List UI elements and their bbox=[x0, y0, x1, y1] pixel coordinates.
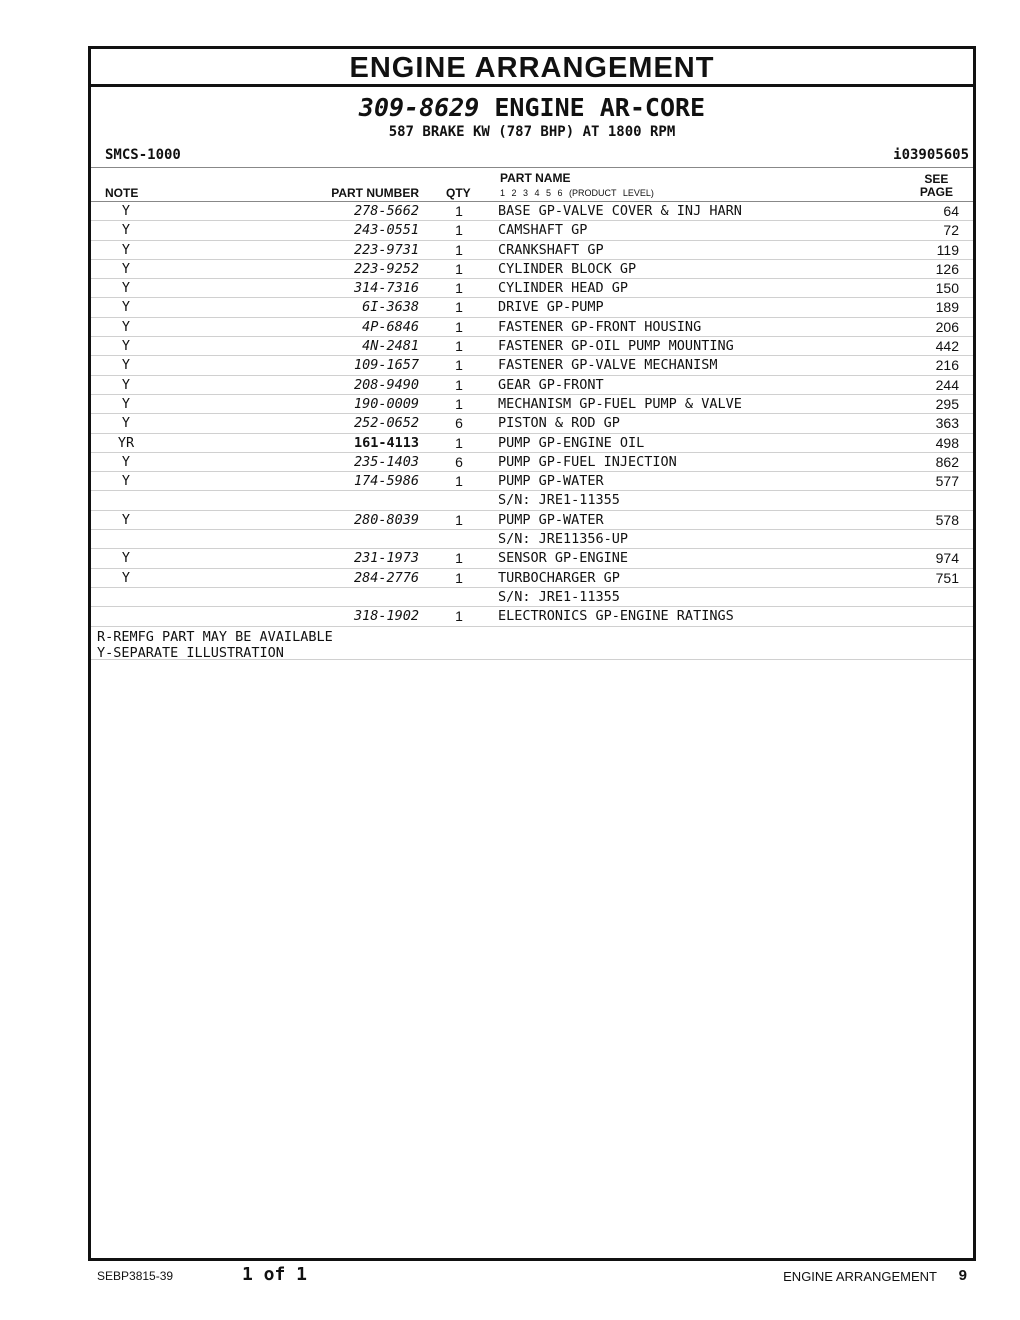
header-part-number: PART NUMBER bbox=[331, 186, 419, 200]
qty-cell: 1 bbox=[455, 357, 463, 374]
part-name-cell: CRANKSHAFT GP bbox=[498, 241, 604, 258]
part-number-cell: 318-1902 bbox=[353, 608, 419, 625]
table-row bbox=[91, 491, 973, 510]
see-page-cell: 150 bbox=[935, 280, 959, 297]
footer-page-of: 1 of 1 bbox=[242, 1264, 308, 1285]
part-name-cell: PUMP GP-ENGINE OIL bbox=[498, 434, 645, 451]
header-part-name: PART NAME bbox=[500, 171, 571, 185]
part-number-cell: 109-1657 bbox=[353, 357, 419, 374]
qty-cell: 1 bbox=[455, 260, 463, 277]
qty-cell: 6 bbox=[455, 415, 463, 432]
qty-cell: 1 bbox=[455, 395, 463, 412]
see-page-cell: 295 bbox=[935, 395, 959, 412]
table-row bbox=[91, 337, 973, 356]
table-row bbox=[91, 453, 973, 472]
note-cell: Y bbox=[121, 357, 131, 374]
part-name-cell: FASTENER GP-FRONT HOUSING bbox=[498, 318, 702, 335]
see-page-cell: 578 bbox=[935, 511, 959, 528]
footer-page-number: 9 bbox=[958, 1267, 967, 1284]
see-page-cell: 862 bbox=[935, 453, 959, 470]
qty-cell: 1 bbox=[455, 338, 463, 355]
table-row bbox=[91, 395, 973, 414]
group-line bbox=[91, 93, 973, 123]
qty-cell: 1 bbox=[455, 203, 463, 219]
part-name-cell: FASTENER GP-OIL PUMP MOUNTING bbox=[498, 338, 734, 355]
group-name: ENGINE AR-CORE bbox=[494, 93, 706, 122]
qty-cell: 1 bbox=[455, 376, 463, 393]
part-number-cell: 231-1973 bbox=[353, 550, 419, 567]
part-number-cell: 235-1403 bbox=[353, 453, 419, 470]
see-page-cell: 577 bbox=[935, 473, 959, 490]
note-cell: Y bbox=[121, 280, 131, 297]
qty-cell: 1 bbox=[455, 608, 463, 625]
table-row bbox=[91, 356, 973, 375]
part-name-cell: ELECTRONICS GP-ENGINE RATINGS bbox=[498, 608, 734, 625]
see-page-cell: 206 bbox=[935, 318, 959, 335]
table-row bbox=[91, 202, 973, 221]
table-row bbox=[91, 434, 973, 453]
part-number-cell: 4P-6846 bbox=[362, 318, 419, 335]
part-name-cell: PISTON & ROD GP bbox=[498, 415, 620, 432]
part-name-cell: CYLINDER BLOCK GP bbox=[498, 260, 637, 277]
qty-cell: 1 bbox=[455, 434, 463, 451]
header-page: PAGE bbox=[919, 185, 953, 199]
part-name-cell: DRIVE GP-PUMP bbox=[498, 299, 604, 316]
note-cell: Y bbox=[121, 569, 131, 586]
note-cell: Y bbox=[121, 222, 131, 239]
qty-cell: 6 bbox=[455, 453, 463, 470]
part-name-cell: MECHANISM GP-FUEL PUMP & VALVE bbox=[498, 395, 742, 412]
see-page-cell: 64 bbox=[943, 203, 959, 219]
note-cell: Y bbox=[121, 415, 131, 432]
see-page-cell: 363 bbox=[935, 415, 959, 432]
table-row bbox=[91, 376, 973, 395]
part-number-cell: 243-0551 bbox=[353, 222, 419, 239]
part-number-cell: 278-5662 bbox=[353, 203, 419, 219]
part-name-cell: PUMP GP-WATER bbox=[498, 473, 604, 490]
part-name-cell: PUMP GP-FUEL INJECTION bbox=[498, 453, 677, 470]
part-number-cell: 190-0009 bbox=[353, 395, 419, 412]
footer-doc-id: SEBP3815-39 bbox=[97, 1269, 174, 1283]
part-name-cell: PUMP GP-WATER bbox=[498, 511, 604, 528]
see-page-cell: 498 bbox=[935, 434, 959, 451]
parts-table bbox=[91, 202, 973, 627]
part-number-cell: 252-0652 bbox=[353, 415, 419, 432]
legend-line-1: R-REMFG PART MAY BE AVAILABLE bbox=[97, 628, 333, 645]
table-row bbox=[91, 530, 973, 549]
part-name-cell: SENSOR GP-ENGINE bbox=[498, 550, 629, 567]
table-row bbox=[91, 318, 973, 337]
note-cell: Y bbox=[121, 453, 131, 470]
page-frame bbox=[88, 46, 976, 1261]
header-see-page bbox=[920, 173, 953, 199]
note-cell: Y bbox=[121, 473, 131, 490]
see-page-cell: 216 bbox=[935, 357, 959, 374]
qty-cell: 1 bbox=[455, 241, 463, 258]
table-row bbox=[91, 472, 973, 491]
part-number-cell: 314-7316 bbox=[353, 280, 419, 297]
smcs-row bbox=[91, 145, 973, 168]
table-row bbox=[91, 569, 973, 588]
qty-cell: 1 bbox=[455, 318, 463, 335]
see-page-cell: 119 bbox=[936, 241, 959, 258]
smcs-code: SMCS-1000 bbox=[105, 147, 181, 163]
qty-cell: 1 bbox=[455, 569, 463, 586]
table-row bbox=[91, 607, 973, 626]
table-row bbox=[91, 241, 973, 260]
see-page-cell: 974 bbox=[935, 550, 959, 567]
part-name-cell: FASTENER GP-VALVE MECHANISM bbox=[498, 357, 718, 374]
part-name-cell: CYLINDER HEAD GP bbox=[498, 280, 629, 297]
footer-section: ENGINE ARRANGEMENT bbox=[783, 1269, 937, 1284]
qty-cell: 1 bbox=[455, 299, 463, 316]
part-name-cell: CAMSHAFT GP bbox=[498, 222, 588, 239]
part-name-cell: GEAR GP-FRONT bbox=[498, 376, 604, 393]
note-cell: Y bbox=[121, 299, 131, 316]
qty-cell: 1 bbox=[455, 550, 463, 567]
part-name-cell: BASE GP-VALVE COVER & INJ HARN bbox=[498, 203, 742, 219]
see-page-cell: 244 bbox=[935, 376, 959, 393]
column-headers bbox=[91, 168, 973, 202]
table-row bbox=[91, 588, 973, 607]
group-number: 309-8629 bbox=[358, 93, 480, 122]
qty-cell: 1 bbox=[455, 222, 463, 239]
table-row bbox=[91, 221, 973, 240]
header-see: SEE bbox=[924, 172, 949, 186]
note-cell: Y bbox=[121, 203, 131, 219]
legend-line-2: Y-SEPARATE ILLUSTRATION bbox=[97, 644, 284, 661]
part-name-cell: S/N: JRE1-11355 bbox=[498, 588, 620, 605]
engine-rating: 587 BRAKE KW (787 BHP) AT 1800 RPM bbox=[388, 124, 676, 140]
header-note: NOTE bbox=[105, 186, 139, 200]
note-cell: Y bbox=[121, 260, 131, 277]
part-number-cell: 284-2776 bbox=[353, 569, 419, 586]
page-footer bbox=[0, 1262, 1020, 1292]
part-name-cell: S/N: JRE11356-UP bbox=[498, 531, 629, 548]
note-cell: Y bbox=[121, 511, 131, 528]
part-number-cell: 174-5986 bbox=[353, 473, 419, 490]
part-number-cell: 208-9490 bbox=[353, 376, 419, 393]
table-row bbox=[91, 511, 973, 530]
see-page-cell: 72 bbox=[943, 222, 959, 239]
see-page-cell: 751 bbox=[935, 569, 959, 586]
part-number-cell: 223-9252 bbox=[353, 260, 419, 277]
table-row bbox=[91, 279, 973, 298]
qty-cell: 1 bbox=[455, 511, 463, 528]
note-cell: Y bbox=[121, 395, 131, 412]
note-cell: Y bbox=[121, 376, 131, 393]
legend bbox=[91, 627, 973, 660]
part-number-cell: 4N-2481 bbox=[362, 338, 419, 355]
part-number-cell: 223-9731 bbox=[353, 241, 419, 258]
page-title: ENGINE ARRANGEMENT bbox=[91, 49, 973, 87]
see-page-cell: 442 bbox=[935, 338, 959, 355]
illustration-id: i03905605 bbox=[893, 147, 969, 163]
table-row bbox=[91, 298, 973, 317]
qty-cell: 1 bbox=[455, 473, 463, 490]
group-header bbox=[91, 87, 973, 141]
table-row bbox=[91, 549, 973, 568]
note-cell: YR bbox=[117, 434, 135, 451]
part-name-cell: S/N: JRE1-11355 bbox=[498, 492, 620, 509]
note-cell: Y bbox=[121, 550, 131, 567]
note-cell: Y bbox=[121, 338, 131, 355]
qty-cell: 1 bbox=[455, 280, 463, 297]
header-product-levels: 1 2 3 4 5 6 (PRODUCT LEVEL) bbox=[500, 188, 654, 198]
see-page-cell: 126 bbox=[935, 260, 959, 277]
part-number-cell: 161-4113 bbox=[353, 434, 419, 451]
part-number-cell: 6I-3638 bbox=[362, 299, 419, 316]
part-name-cell: TURBOCHARGER GP bbox=[498, 569, 620, 586]
header-qty: QTY bbox=[446, 186, 471, 200]
table-row bbox=[91, 414, 973, 433]
note-cell: Y bbox=[121, 241, 131, 258]
note-cell: Y bbox=[121, 318, 131, 335]
table-row bbox=[91, 260, 973, 279]
see-page-cell: 189 bbox=[935, 299, 959, 316]
part-number-cell: 280-8039 bbox=[353, 511, 419, 528]
